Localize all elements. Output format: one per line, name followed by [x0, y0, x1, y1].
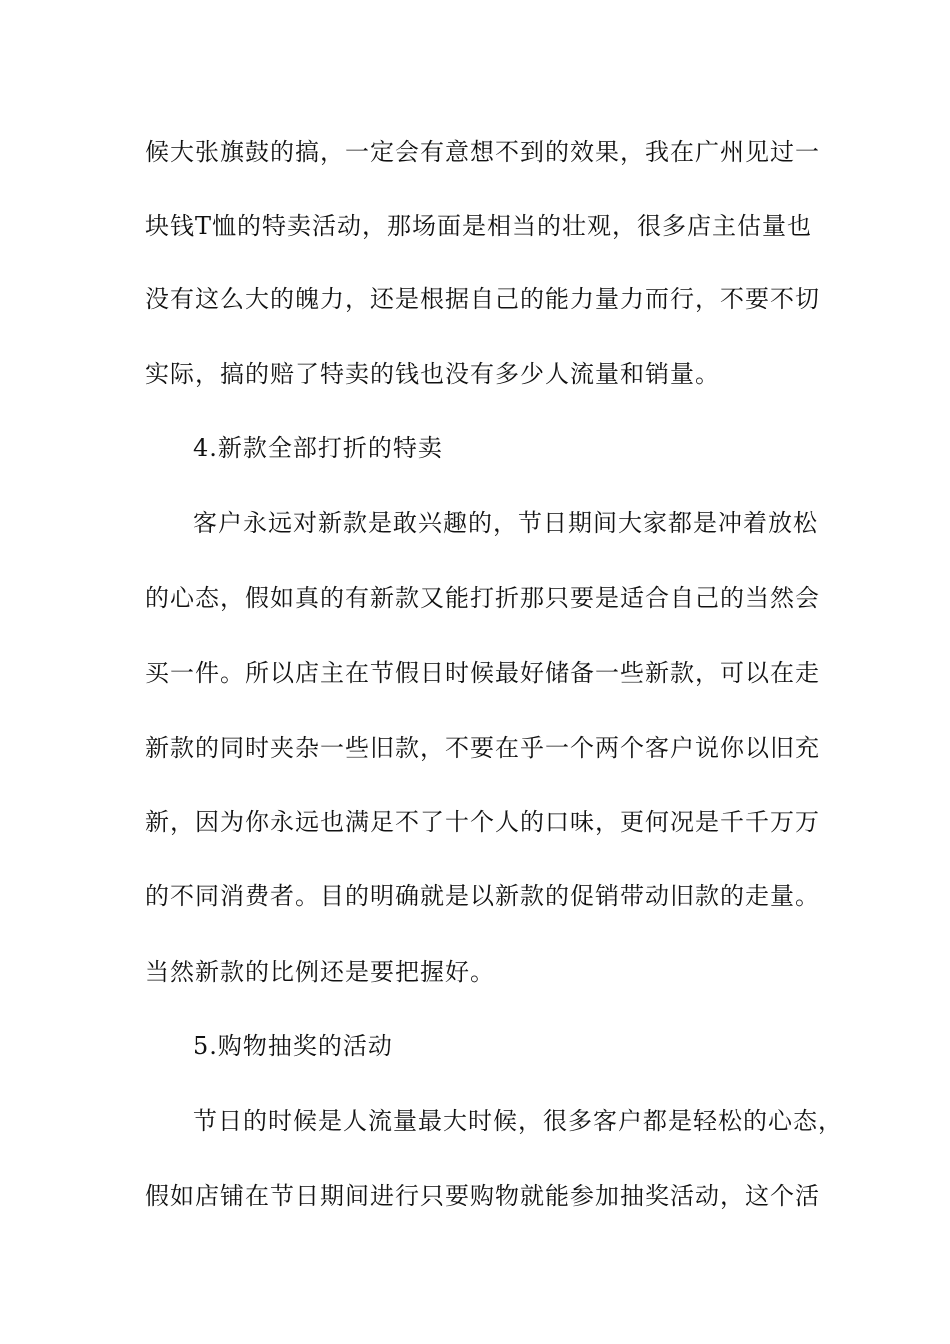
- body-text-line: 块钱T恤的特卖活动，那场面是相当的壮观，很多店主估量也: [145, 212, 813, 240]
- body-text-line: 新款的同时夹杂一些旧款，不要在乎一个两个客户说你以旧充: [145, 734, 820, 762]
- section-heading: 4.新款全部打折的特卖: [193, 434, 443, 462]
- body-text-line: 节日的时候是人流量最大时候，很多客户都是轻松的心态，: [193, 1107, 843, 1135]
- body-text-line: 客户永远对新款是敢兴趣的，节日期间大家都是冲着放松: [193, 509, 818, 537]
- body-text-line: 的不同消费者。目的明确就是以新款的促销带动旧款的走量。: [145, 882, 820, 910]
- section-heading: 5.购物抽奖的活动: [193, 1032, 393, 1060]
- body-text-line: 买一件。所以店主在节假日时候最好储备一些新款，可以在走: [145, 659, 820, 687]
- body-text-line: 没有这么大的魄力，还是根据自己的能力量力而行，不要不切: [145, 285, 820, 313]
- body-text-line: 候大张旗鼓的搞，一定会有意想不到的效果，我在广州见过一: [145, 138, 820, 166]
- body-text-line: 当然新款的比例还是要把握好。: [145, 958, 495, 986]
- body-text-line: 假如店铺在节日期间进行只要购物就能参加抽奖活动，这个活: [145, 1182, 820, 1210]
- body-text-line: 实际，搞的赔了特卖的钱也没有多少人流量和销量。: [145, 360, 720, 388]
- body-text-line: 的心态，假如真的有新款又能打折那只要是适合自己的当然会: [145, 584, 820, 612]
- body-text-line: 新，因为你永远也满足不了十个人的口味，更何况是千千万万: [145, 808, 820, 836]
